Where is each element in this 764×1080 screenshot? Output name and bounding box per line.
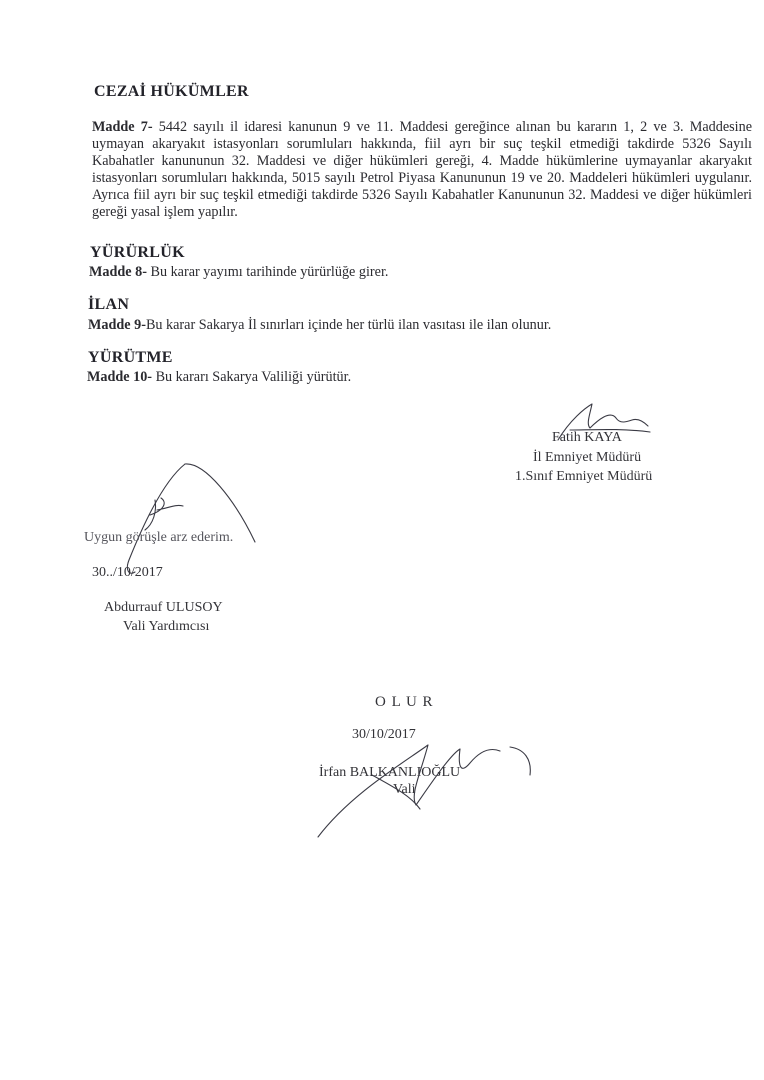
- article-8-text: Bu karar yayımı tarihinde yürürlüğe girer.: [146, 264, 389, 280]
- section-title-yurutme: YÜRÜTME: [88, 349, 173, 366]
- article-10-line: [87, 369, 351, 386]
- police-director-name: Fatih KAYA: [552, 430, 622, 445]
- article-10-label: Madde 10-: [87, 369, 153, 385]
- section-title-cezai: CEZAİ HÜKÜMLER: [94, 83, 249, 100]
- deputy-governor-name: Abdurrauf ULUSOY: [104, 600, 223, 615]
- deputy-governor-title: Vali Yardımcısı: [123, 619, 210, 634]
- deputy-approval-text: Uygun görüşle arz ederim.: [84, 530, 234, 545]
- deputy-approval-date: 30../10/2017: [92, 565, 163, 580]
- article-9-line: [88, 317, 551, 334]
- governor-approval-date: 30/10/2017: [352, 727, 416, 742]
- article-9-label: Madde 9-: [88, 317, 146, 333]
- governor-title: Vali: [393, 782, 416, 797]
- governor-signature: [310, 735, 550, 845]
- article-9-text: Bu karar Sakarya İl sınırları içinde her türlü ilan vasıtası ile ilan olunur.: [145, 317, 552, 333]
- deputy-governor-signature: [95, 460, 265, 580]
- section-title-yururluk: YÜRÜRLÜK: [90, 244, 185, 261]
- article-7-text: 5442 sayılı il idaresi kanunun 9 ve 11. Maddesi gereğince alınan bu kararın 1, 2 ve 3. Maddesine uymayan akaryakıt istasyonları sorumluları hakkında, fiil ayrı bir suç teşkil etmediği takdirde 5326 Sayılı Kabahatler kanununun 32. Maddesi ve diğer hükümleri gereği, 4. Madde hükümlerine uymayanlar akaryakıt istasyonları sorumluları hakkında, 5015 sayılı Petrol Piyasa Kanununun 19 ve 20. Maddeleri hükümleri uygulanır. Ayrıca fiil ayrı bir suç teşkil etmediği takdirde 5326 Sayılı Kabahatler Kanununun 32. Maddesi ve diğer hükümleri gereği yasal işlem yapılır.: [92, 119, 753, 220]
- olur-label: O L U R: [375, 694, 434, 710]
- article-8-line: [89, 264, 388, 281]
- police-director-rank: 1.Sınıf Emniyet Müdürü: [515, 469, 653, 484]
- governor-name: İrfan BALKANLIOĞLU: [319, 765, 461, 780]
- article-8-label: Madde 8-: [89, 264, 147, 280]
- article-7-label: Madde 7-: [92, 119, 153, 135]
- article-7-paragraph: [92, 119, 752, 221]
- police-director-title: İl Emniyet Müdürü: [533, 450, 642, 465]
- section-title-ilan: İLAN: [88, 296, 130, 313]
- article-10-text: Bu kararı Sakarya Valiliği yürütür.: [152, 369, 352, 385]
